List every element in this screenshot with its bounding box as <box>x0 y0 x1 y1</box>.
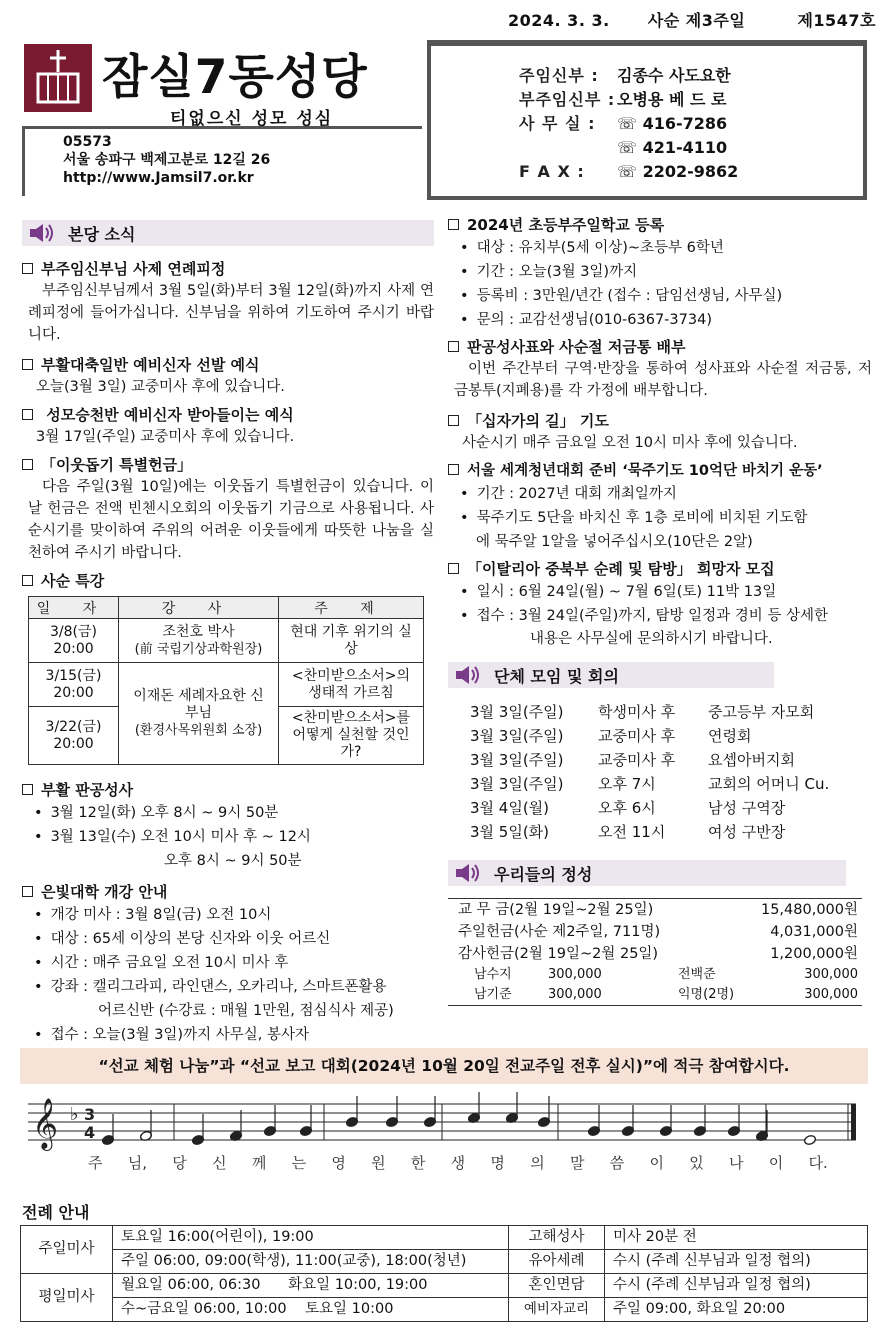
table-row: 3월 3일(주일) 교중미사 후 요셉아버지회 <box>470 751 795 769</box>
treble-clef-icon: 𝄞 <box>32 1098 59 1149</box>
table-row: 3월 4일(월) 오후 6시 남성 구역장 <box>470 799 786 817</box>
melody-notes <box>101 1092 816 1146</box>
table-row: 감사헌금(2월 19일~2월 25일) 1,200,000원 <box>458 946 858 962</box>
right-column <box>448 214 872 1006</box>
music-staff <box>24 1092 864 1152</box>
svg-text:♭: ♭ <box>70 1104 79 1125</box>
speaker-icon <box>28 222 56 244</box>
news-item: 판공성사표와 사순절 저금통 배부 이번 주간부터 구역·반장을 통하여 성사표와 사순절 저금통, 저금봉투(지폐용)를 각 가정에 배부합니다. <box>448 336 872 402</box>
sunday-school: 2024년 초등부주일학교 등록 • 대상 : 유치부(5세 이상)~초등부 6학년 • 기간 : 오늘(3월 3일)까지 • 등록비 : 3만원/년간 (접수 : 담임선생님, 사무실) • 문의 : 교감선생님(010-6367-3734) <box>448 214 872 332</box>
clergy-row: 사 무 실 : ☏ 416-7286 <box>519 114 728 133</box>
news-item: 성모승천반 예비신자 받아들이는 예식 3월 17일(주일) 교중미사 후에 있습니다. <box>22 404 434 448</box>
mission-banner: “선교 체험 나눔”과 “선교 보고 대회(2024년 10월 20일 전교주일 전후 실시)”에 적극 참여합시다. <box>20 1048 868 1084</box>
offering-table <box>448 898 862 1006</box>
table-row: 남기준 300,000 익명(2명) 300,000 <box>474 987 858 1002</box>
clergy-row: F A X : ☏ 2202-9862 <box>519 162 739 181</box>
easter-confession: 부활 판공성사 • 3월 12일(화) 오후 8시 ~ 9시 50분 • 3월 13일(수) 오전 10시 미사 후 ~ 12시 오후 8시 ~ 9시 50분 <box>22 779 434 873</box>
table-row: 3월 3일(주일) 오후 7시 교회의 어머니 Cu. <box>470 775 830 793</box>
speaker-icon <box>454 664 482 686</box>
speaker-icon <box>454 862 482 884</box>
table-row: 3/15(금) 20:00 이재돈 세례자요한 신부님 (환경사목위원회 소장) <찬미받으소서>의 생태적 가르침 <box>29 663 424 707</box>
parish-patron: 티없으신 성모 성심 <box>170 109 334 129</box>
section-offering: 우리들의 정성 <box>448 860 846 886</box>
parish-logo <box>24 44 92 112</box>
table-row: 3월 3일(주일) 교중미사 후 연령회 <box>470 727 752 745</box>
lenten-lecture: 사순 특강 일 자 강 사 주 제 3/8(금) 20:00 조천호 박사 (前 국립기상과학원장) 현대 기후 위기의 실상 3/15(금) 20:00 이재돈 세례자요한 신부님 (환경사목위원회 소장) <찬미받으소서>의 생태적 가르침 3/22(금) 20:00 <찬미받으소서>를 어떻게 실천할 것인가? <box>22 570 434 765</box>
lecture-table: 일 자 강 사 주 제 3/8(금) 20:00 조천호 박사 (前 국립기상과학원장) 현대 기후 위기의 실상 3/15(금) 20:00 이재돈 세례자요한 신부님 (환경사목위원회 소장) <찬미받으소서>의 생태적 가르침 3/22(금) 20:00 <찬미받으소서>를 어떻게 실천할 것인가? <box>28 596 424 765</box>
note <box>803 1134 816 1145</box>
clergy-row: ☏ 421-4110 <box>617 138 728 157</box>
left-column <box>22 220 434 1047</box>
table-row: 주일미사 토요일 16:00(어린이), 19:00 고해성사 미사 20분 전 <box>21 1226 868 1250</box>
postal-code: 05573 <box>63 134 112 150</box>
street-address: 서울 송파구 백제고분로 12길 26 <box>63 152 271 168</box>
donor-table <box>448 965 862 1005</box>
section-groups: 단체 모임 및 회의 <box>448 662 774 688</box>
issue-number: 제1547호 <box>797 11 876 30</box>
address-block <box>22 126 422 196</box>
svg-text:3: 3 <box>84 1105 96 1124</box>
table-row: 3월 3일(주일) 학생미사 후 중고등부 자모회 <box>470 703 815 721</box>
issue-line <box>508 8 876 31</box>
issue-date: 2024. 3. 3. <box>508 11 610 30</box>
clergy-row: 부주임신부 : 오병용 베 드 로 <box>519 90 727 109</box>
silver-university: 은빛대학 개강 안내 • 개강 미사 : 3월 8일(금) 오전 10시 • 대상 : 65세 이상의 본당 신자와 이웃 어르신 • 시간 : 매주 금요일 오전 10시 미사 후 • 강좌 : 캘리그라피, 라인댄스, 오카리나, 스마트폰활용 어르신반 (수강료 : 매월 1만원, 점심식사 제공) • 접수 : 오늘(3월 3일)까지 사무실, 봉사자 <box>22 881 434 1047</box>
wyd-rosary: 서울 세계청년대회 준비 ‘묵주기도 10억단 바치기 운동’ • 기간 : 2027년 대회 개최일까지 • 묵주기도 5단을 바치신 후 1층 로비에 비치된 기도함 에 묵주알 1알을 넣어주십시오(10단은 2알) <box>448 460 872 554</box>
church-logo-icon <box>24 44 92 112</box>
liturgical-week: 사순 제3주일 <box>647 11 746 30</box>
clergy-row: 주임신부 : 김종수 사도요한 <box>519 66 731 85</box>
group-schedule <box>470 700 829 844</box>
table-row: 수~금요일 06:00, 10:00 토요일 10:00 예비자교리 주일 09:00, 화요일 20:00 <box>21 1298 868 1322</box>
table-row: 3월 5일(화) 오전 11시 여성 구반장 <box>470 823 786 841</box>
table-row: 교 무 금(2월 19일~2월 25일) 15,480,000원 <box>458 902 858 918</box>
svg-text:4: 4 <box>84 1123 96 1142</box>
liturgy-table <box>20 1225 868 1322</box>
hymn-lyrics: 주 님, 당 신 께 는 영 원 한 생 명 의 말 씀 이 있 나 이 다. <box>88 1154 828 1172</box>
table-row: 3/8(금) 20:00 조천호 박사 (前 국립기상과학원장) 현대 기후 위기의 실상 <box>29 619 424 663</box>
news-item: 부활대축일반 예비신자 선발 예식 오늘(3월 3일) 교중미사 후에 있습니다. <box>22 354 434 398</box>
website-link[interactable]: http://www.Jamsil7.or.kr <box>63 170 254 186</box>
news-item: 「십자가의 길」 기도 사순시기 매주 금요일 오전 10시 미사 후에 있습니다. <box>448 410 872 454</box>
pilgrimage: 「이탈리아 중북부 순례 및 탐방」 희망자 모집 • 일시 : 6월 24일(월) ~ 7월 6일(토) 11박 13일 • 접수 : 3월 24일(주일)까지, 탐방 일정과 경비 등 상세한 내용은 사무실에 문의하시기 바랍니다. <box>448 558 872 650</box>
table-row: 남수지 300,000 전백준 300,000 <box>474 967 858 982</box>
clergy-contact-box <box>427 40 867 200</box>
section-parish-news: 본당 소식 <box>22 220 434 246</box>
news-item: 「이웃돕기 특별헌금」 다음 주일(3월 10일)에는 이웃돕기 특별헌금이 있습니다. 이날 헌금은 전액 빈첸시오회의 이웃돕기 기금으로 사용됩니다. 사순시기를 맞이하여 주위의 어려운 이웃들에게 따뜻한 나눔을 실천하여 주시기 바랍니다. <box>22 454 434 564</box>
table-row: 주일헌금(사순 제2주일, 711명) 4,031,000원 <box>458 924 858 940</box>
table-row: 3/22(금) 20:00 <찬미받으소서>를 어떻게 실천할 것인가? <box>29 707 424 765</box>
liturgy-title: 전례 안내 <box>22 1203 90 1222</box>
news-item: 부주임신부님 사제 연례피정 부주임신부님께서 3월 5일(화)부터 3월 12일(화)까지 사제 연례피정에 들어가십니다. 신부님을 위하여 기도하여 주시기 바랍니다. <box>22 258 434 346</box>
parish-name: 잠실7동성당 <box>102 50 368 105</box>
table-row: 평일미사 월요일 06:00, 06:30 화요일 10:00, 19:00 혼인면담 수시 (주례 신부님과 일정 협의) <box>21 1274 868 1298</box>
table-row: 주일 06:00, 09:00(학생), 11:00(교중), 18:00(청년) 유아세례 수시 (주례 신부님과 일정 협의) <box>21 1250 868 1274</box>
